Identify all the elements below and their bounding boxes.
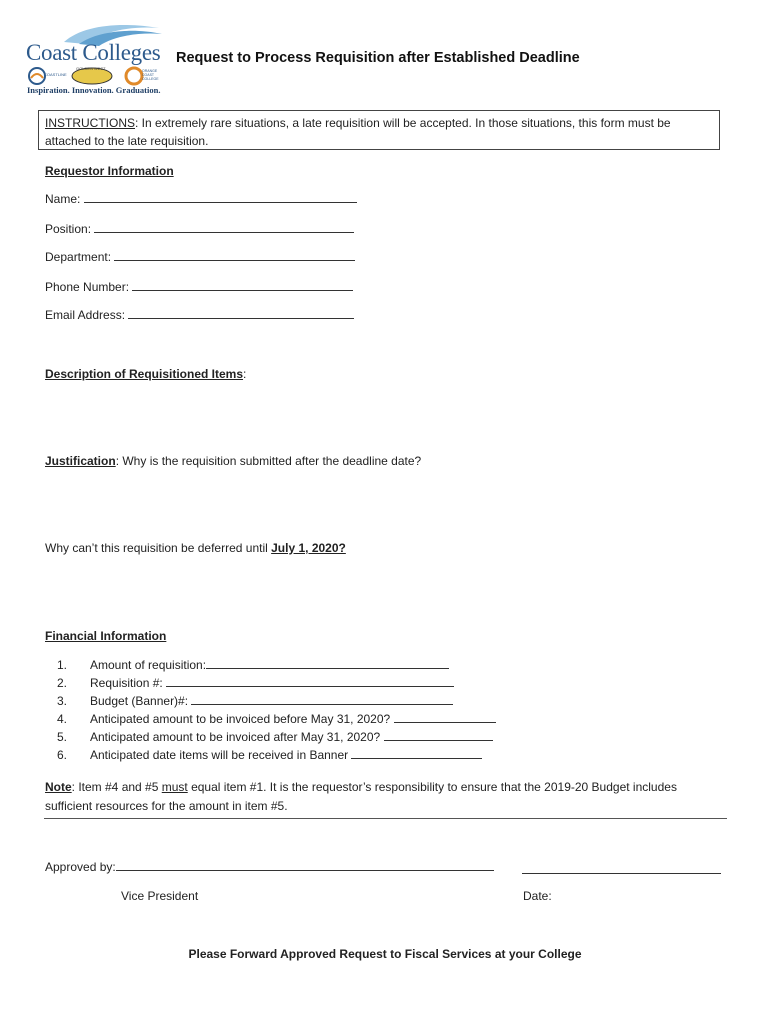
logo-tagline: Inspiration. Innovation. Graduation. [27, 85, 161, 95]
amount-after-line[interactable] [384, 731, 493, 741]
phone-field[interactable] [45, 280, 353, 294]
coast-colleges-logo [24, 22, 164, 98]
deferral-date: July 1, 2020? [271, 541, 346, 555]
email-label: Email Address: [45, 308, 126, 322]
approved-by-label: Approved by: [45, 860, 116, 874]
department-line[interactable] [114, 251, 355, 261]
name-line[interactable] [84, 193, 357, 203]
date-label: Date: [523, 889, 552, 903]
deferral-question [45, 541, 346, 555]
name-label: Name: [45, 192, 81, 206]
financial-item-3[interactable]: 3. Budget (Banner)#: [45, 692, 496, 710]
coastline-label: COASTLINE [44, 72, 67, 77]
note-must: must [161, 780, 188, 794]
phone-label: Phone Number: [45, 280, 130, 294]
requestor-heading: Requestor Information [45, 164, 174, 178]
date-line[interactable] [522, 861, 721, 874]
name-field[interactable] [45, 192, 357, 206]
financial-item-2[interactable]: 2. Requisition #: [45, 674, 496, 692]
deferral-text: Why can’t this requisition be deferred until [45, 541, 272, 555]
financial-item-5[interactable]: 5. Anticipated amount to be invoiced after May 31, 2020? [45, 728, 496, 746]
budget-line[interactable] [191, 695, 453, 705]
footer-instruction: Please Forward Approved Request to Fiscal Services at your College [188, 947, 582, 961]
amount-line[interactable] [206, 659, 449, 669]
golden-west-label: GOLDEN WEST [76, 66, 106, 71]
financial-item-4[interactable]: 4. Anticipated amount to be invoiced before May 31, 2020? [45, 710, 496, 728]
phone-line[interactable] [132, 281, 353, 291]
instructions-text: : In extremely rare situations, a late requisition will be accepted. In those situations, this form must be attached to the late requisition. [45, 116, 671, 148]
approved-by-line[interactable] [116, 861, 494, 871]
note-label: Note [45, 780, 72, 794]
financial-list [45, 656, 496, 764]
financial-heading: Financial Information [45, 629, 167, 643]
position-line[interactable] [94, 223, 354, 233]
received-date-line[interactable] [351, 749, 482, 759]
page-title: Request to Process Requisition after Established Deadline [176, 50, 580, 66]
position-field[interactable] [45, 222, 354, 236]
divider [44, 818, 727, 819]
description-section [45, 367, 246, 381]
department-label: Department: [45, 250, 112, 264]
vice-president-label: Vice President [121, 889, 199, 903]
department-field[interactable] [45, 250, 355, 264]
orange-coast-label: ORANGE COAST COLLEGE [142, 69, 159, 81]
financial-item-1[interactable]: 1. Amount of requisition: [45, 656, 496, 674]
justification-question: : Why is the requisition submitted after the deadline date? [115, 454, 422, 468]
financial-item-6[interactable]: 6. Anticipated date items will be received in Banner [45, 746, 496, 764]
logo-name: Coast Colleges [26, 40, 161, 65]
email-field[interactable] [45, 308, 354, 322]
justification-section [45, 454, 421, 468]
note-line-2: sufficient resources for the amount in item #5. [45, 799, 288, 813]
requisition-number-line[interactable] [166, 677, 454, 687]
approved-by-field[interactable] [45, 860, 494, 874]
instructions-label: INSTRUCTIONS [45, 116, 135, 130]
note-line-1: Note: Item #4 and #5 must equal item #1. It is the requestor’s responsibility to ensure that the 2019-20 Budget includes [45, 780, 677, 794]
email-line[interactable] [128, 309, 354, 319]
instructions-box [38, 110, 720, 150]
position-label: Position: [45, 222, 92, 236]
description-heading: Description of Requisitioned Items [45, 367, 244, 381]
description-suffix: : [243, 367, 247, 381]
justification-heading: Justification [45, 454, 116, 468]
amount-before-line[interactable] [394, 713, 496, 723]
